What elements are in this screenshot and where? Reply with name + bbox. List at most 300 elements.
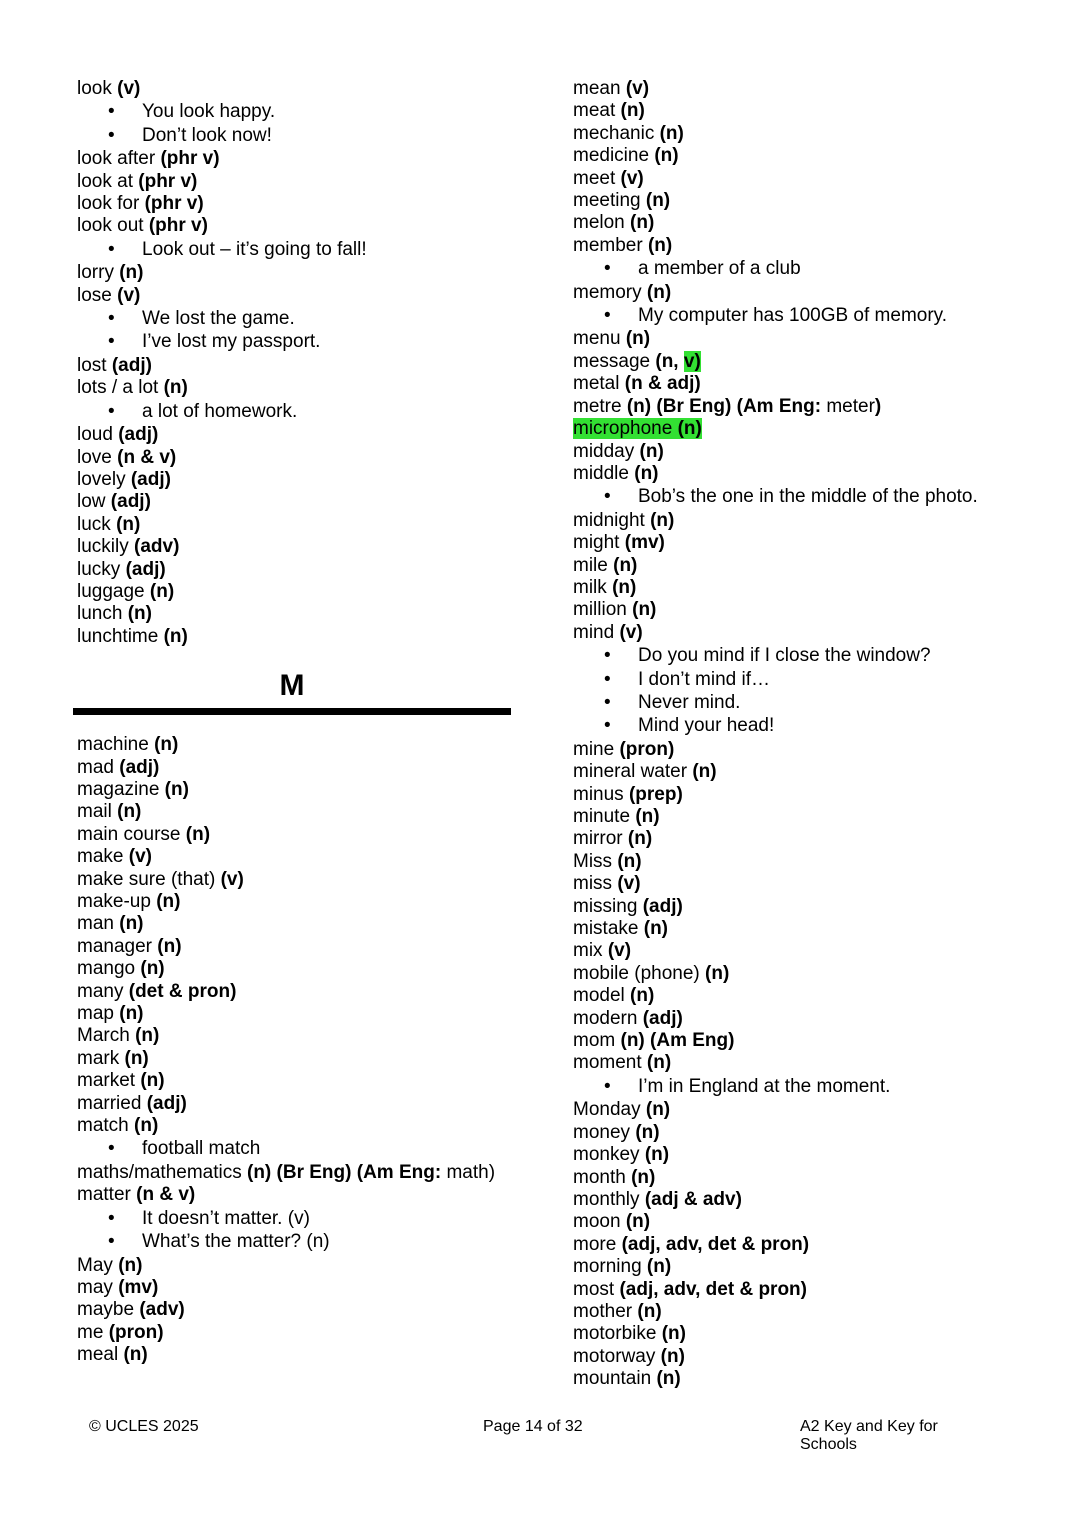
headword: meter	[821, 395, 875, 417]
headword: member	[573, 234, 648, 256]
headword: milk	[573, 576, 613, 598]
part-of-speech: (adj)	[110, 491, 151, 513]
vocabulary-entry	[573, 622, 1043, 644]
vocabulary-entry	[573, 1167, 1043, 1189]
headword: medicine	[573, 145, 655, 167]
vocabulary-entry	[77, 1003, 517, 1025]
headword: May	[77, 1254, 119, 1276]
headword: lost	[77, 354, 112, 376]
headword: mail	[77, 801, 118, 823]
headword: machine	[77, 734, 155, 756]
part-of-speech: (adj & adv)	[644, 1188, 742, 1210]
part-of-speech: (n,	[655, 350, 684, 372]
vocabulary-entry	[573, 1279, 1043, 1301]
headword: lunchtime	[77, 625, 164, 647]
vocabulary-entry	[573, 396, 1043, 418]
vocabulary-entry	[573, 599, 1043, 621]
headword: look	[77, 78, 118, 99]
footer-title: A2 Key and Key for Schools	[800, 1418, 938, 1453]
part-of-speech: (n)	[635, 1121, 660, 1143]
footer-copyright: © UCLES 2025	[89, 1418, 199, 1435]
example-sentence: • We lost the game.	[77, 308, 517, 330]
headword: make	[77, 846, 129, 868]
part-of-speech: (n)	[643, 918, 669, 940]
vocabulary-entry	[77, 1322, 517, 1344]
part-of-speech: (prep)	[628, 783, 683, 805]
vocabulary-entry	[573, 873, 1043, 895]
part-of-speech: (adj)	[118, 424, 159, 446]
headword: low	[77, 491, 111, 513]
vocabulary-entry	[573, 235, 1043, 257]
headword: mom	[573, 1030, 621, 1052]
part-of-speech: (n)	[644, 1144, 670, 1166]
vocabulary-entry	[77, 734, 517, 756]
vocabulary-entry	[573, 418, 1043, 440]
part-of-speech: (v)	[220, 868, 244, 890]
vocabulary-entry	[573, 1099, 1043, 1121]
vocabulary-entry	[77, 913, 517, 935]
headword: more	[573, 1233, 622, 1255]
part-of-speech: (n & adj)	[624, 373, 701, 395]
part-of-speech: )	[874, 395, 882, 417]
vocabulary-entry	[77, 1184, 517, 1206]
example-sentence: • a member of a club	[573, 258, 1043, 280]
part-of-speech: (n)	[119, 262, 144, 284]
part-of-speech: (n)	[127, 603, 152, 625]
headword: manager	[77, 935, 158, 957]
part-of-speech: (n)	[135, 1025, 160, 1047]
part-of-speech: (n)	[612, 576, 637, 598]
part-of-speech: (adv)	[139, 1299, 185, 1321]
part-of-speech: (n)	[613, 554, 638, 576]
part-of-speech: (n)	[645, 1099, 671, 1121]
example-sentence: • My computer has 100GB of memory.	[573, 305, 1043, 327]
part-of-speech: (n)	[627, 828, 653, 850]
part-of-speech: (n)	[163, 377, 188, 399]
vocabulary-entry	[573, 851, 1043, 873]
part-of-speech: (v)	[619, 621, 643, 643]
part-of-speech: (n)	[650, 509, 675, 531]
headword: me	[77, 1321, 109, 1343]
headword: most	[573, 1278, 620, 1300]
vocabulary-entry	[573, 940, 1043, 962]
section-letter-heading: M	[279, 669, 305, 703]
headword: Miss	[573, 850, 618, 872]
vocabulary-entry	[77, 514, 517, 536]
headword: Monday	[573, 1099, 646, 1121]
headword: monthly	[573, 1188, 645, 1210]
headword: miss	[573, 873, 618, 895]
vocabulary-entry	[573, 761, 1043, 783]
headword: morning	[573, 1256, 647, 1278]
vocabulary-entry	[573, 1008, 1043, 1030]
part-of-speech: (pron)	[619, 738, 675, 760]
part-of-speech: (adj)	[130, 468, 171, 490]
vocabulary-entry	[77, 78, 517, 100]
headword: midday	[573, 440, 640, 462]
headword: menu	[573, 328, 626, 350]
headword: lose	[77, 284, 118, 306]
part-of-speech: (v)	[617, 873, 641, 895]
part-of-speech: (phr v)	[148, 215, 208, 237]
part-of-speech: (n)	[637, 1300, 662, 1322]
example-sentence: • football match	[77, 1138, 517, 1160]
part-of-speech: (phr v)	[144, 193, 204, 215]
vocabulary-entry	[573, 1144, 1043, 1166]
example-sentence: • I don’t mind if…	[573, 669, 1043, 691]
vocabulary-entry	[573, 1030, 1043, 1052]
part-of-speech: (n) (Am Eng)	[620, 1030, 735, 1052]
part-of-speech: (n)	[661, 1323, 686, 1345]
vocabulary-entry	[573, 1211, 1043, 1233]
headword: million	[573, 599, 633, 621]
vocabulary-entry	[77, 285, 517, 307]
headword: married	[77, 1092, 147, 1114]
headword: main course	[77, 823, 186, 845]
vocabulary-entry	[77, 559, 517, 581]
vocabulary-entry	[573, 282, 1043, 304]
headword: mind	[573, 621, 620, 643]
headword: moon	[573, 1211, 626, 1233]
vocabulary-entry	[573, 1122, 1043, 1144]
vocabulary-entry	[573, 963, 1043, 985]
part-of-speech: (adj)	[111, 354, 152, 376]
part-of-speech: (n)	[119, 913, 144, 935]
vocabulary-entry	[573, 1301, 1043, 1323]
headword: lovely	[77, 468, 131, 490]
vocabulary-entry	[77, 1093, 517, 1115]
example-sentence: • Mind your head!	[573, 715, 1043, 737]
headword: mark	[77, 1047, 125, 1069]
vocabulary-entry	[573, 100, 1043, 122]
headword: middle	[573, 462, 635, 484]
vocabulary-entry	[573, 739, 1043, 761]
headword: mile	[573, 554, 614, 576]
part-of-speech: (n)	[654, 145, 679, 167]
headword: motorbike	[573, 1323, 662, 1345]
vocabulary-entry	[573, 985, 1043, 1007]
vocabulary-entry	[573, 78, 1043, 100]
part-of-speech: (n)	[646, 1052, 672, 1074]
vocabulary-entry	[77, 262, 517, 284]
vocabulary-entry	[573, 1346, 1043, 1368]
headword: meal	[77, 1344, 124, 1366]
part-of-speech: (n)	[647, 234, 673, 256]
headword: mother	[573, 1300, 638, 1322]
headword: monkey	[573, 1144, 645, 1166]
part-of-speech: (mv)	[624, 532, 665, 554]
headword: mechanic	[573, 122, 660, 144]
vocabulary-entry	[77, 1344, 517, 1366]
vocabulary-entry	[77, 1162, 517, 1184]
headword: moment	[573, 1052, 647, 1074]
headword: mirror	[573, 828, 628, 850]
part-of-speech: (n)	[692, 761, 717, 783]
headword: minute	[573, 806, 636, 827]
vocabulary-entry	[573, 555, 1043, 577]
part-of-speech: (n)	[632, 599, 657, 621]
vocabulary-entry	[573, 328, 1043, 350]
vocabulary-entry	[77, 1025, 517, 1047]
part-of-speech: (adj)	[642, 1007, 683, 1029]
headword: lorry	[77, 262, 120, 284]
footer-page-number: Page 14 of 32	[483, 1418, 583, 1435]
part-of-speech: (n)	[645, 190, 671, 212]
example-sentence: • Do you mind if I close the window?	[573, 645, 1043, 667]
part-of-speech: (v)	[117, 284, 141, 306]
headword: melon	[573, 212, 631, 234]
vocabulary-entry	[77, 936, 517, 958]
headword: March	[77, 1025, 136, 1047]
vocabulary-entry	[77, 1048, 517, 1070]
part-of-speech: (n)	[659, 122, 684, 144]
example-sentence: • I’ve lost my passport.	[77, 331, 517, 353]
part-of-speech: (adj)	[642, 895, 683, 917]
headword: mistake	[573, 918, 644, 940]
part-of-speech: (n)	[118, 1254, 143, 1276]
headword: memory	[573, 281, 647, 303]
part-of-speech: (n)	[639, 440, 664, 462]
vocabulary-entry	[573, 1052, 1043, 1074]
part-of-speech: (v)	[620, 167, 644, 189]
vocabulary-entry	[77, 215, 517, 237]
vocabulary-entry	[77, 447, 517, 469]
headword: mobile (phone)	[573, 962, 706, 984]
vocabulary-entry	[77, 491, 517, 513]
headword: maths/mathematics	[77, 1161, 247, 1183]
part-of-speech: (v)	[117, 78, 141, 99]
headword: money	[573, 1121, 636, 1143]
headword: metre	[573, 395, 627, 417]
vocabulary-entry	[573, 577, 1043, 599]
headword: lots / a lot	[77, 377, 164, 399]
part-of-speech: (n)	[646, 1256, 672, 1278]
vocabulary-entry	[573, 1323, 1043, 1345]
vocabulary-entry	[573, 190, 1043, 212]
vocabulary-entry	[77, 148, 517, 170]
part-of-speech: (adv)	[134, 536, 180, 558]
left-column	[77, 78, 517, 1367]
part-of-speech: (n)	[149, 580, 175, 602]
headword: loud	[77, 424, 119, 446]
headword: match	[77, 1115, 135, 1137]
part-of-speech: (n & v)	[117, 446, 177, 468]
headword: look after	[77, 148, 161, 170]
part-of-speech: (n)	[117, 801, 142, 823]
vocabulary-entry	[573, 784, 1043, 806]
example-sentence: • What’s the matter? (n)	[77, 1231, 517, 1253]
part-of-speech: (n)	[630, 985, 655, 1007]
part-of-speech: (n)	[163, 625, 188, 647]
vocabulary-entry	[77, 981, 517, 1003]
vocabulary-entry	[77, 424, 517, 446]
headword: metal	[573, 373, 625, 395]
headword: month	[573, 1166, 632, 1188]
part-of-speech: (v)	[607, 940, 632, 962]
part-of-speech: (n)	[625, 328, 651, 350]
example-sentence: • It doesn’t matter. (v)	[77, 1208, 517, 1230]
part-of-speech: (mv)	[118, 1276, 159, 1298]
vocabulary-entry	[573, 532, 1043, 554]
part-of-speech: (n)	[123, 1344, 148, 1366]
example-sentence: • Bob’s the one in the middle of the photo.	[573, 486, 1043, 508]
vocabulary-entry	[573, 373, 1043, 395]
part-of-speech: (v)	[625, 78, 650, 99]
vocabulary-entry	[77, 193, 517, 215]
vocabulary-entry	[573, 463, 1043, 485]
vocabulary-entry	[77, 1299, 517, 1321]
part-of-speech: (n)	[134, 1115, 159, 1137]
vocabulary-entry	[573, 1234, 1043, 1256]
vocabulary-entry	[573, 828, 1043, 850]
vocabulary-entry	[573, 145, 1043, 167]
part-of-speech: (n)	[617, 850, 642, 872]
headword: magazine	[77, 778, 165, 800]
headword: microphone	[573, 418, 678, 440]
headword: motorway	[573, 1345, 661, 1367]
part-of-speech: (n)	[625, 1211, 651, 1233]
vocabulary-entry	[573, 510, 1043, 532]
part-of-speech: (n) (Br Eng) (Am Eng:	[247, 1161, 442, 1183]
headword: might	[573, 532, 625, 554]
headword: meeting	[573, 190, 646, 212]
vocabulary-entry	[573, 351, 1043, 373]
headword: missing	[573, 895, 643, 917]
headword: mine	[573, 738, 620, 760]
headword: market	[77, 1070, 141, 1092]
section-divider	[73, 708, 511, 715]
right-column	[573, 78, 1043, 1391]
vocabulary-entry	[77, 581, 517, 603]
vocabulary-entry	[77, 355, 517, 377]
part-of-speech: (n & v)	[136, 1184, 196, 1206]
headword: mix	[573, 940, 608, 962]
headword: luckily	[77, 536, 135, 558]
part-of-speech: (det & pron)	[128, 980, 237, 1002]
part-of-speech: (adj)	[146, 1092, 187, 1114]
headword: meat	[573, 100, 621, 122]
headword: message	[573, 350, 656, 372]
headword: mad	[77, 756, 120, 778]
vocabulary-entry	[77, 377, 517, 399]
vocabulary-entry	[77, 958, 517, 980]
headword: math)	[441, 1161, 496, 1183]
vocabulary-entry	[77, 536, 517, 558]
part-of-speech: (n)	[140, 958, 165, 980]
part-of-speech: (n)	[185, 823, 211, 845]
example-sentence: • I’m in England at the moment.	[573, 1076, 1043, 1098]
part-of-speech: (n)	[677, 418, 702, 440]
vocabulary-entry	[77, 171, 517, 193]
headword: make sure (that)	[77, 868, 221, 890]
part-of-speech: v)	[683, 350, 701, 372]
part-of-speech: (n)	[156, 891, 181, 912]
part-of-speech: (n)	[140, 1070, 165, 1092]
vocabulary-entry	[573, 123, 1043, 145]
headword: mineral water	[573, 761, 693, 783]
headword: modern	[573, 1007, 643, 1029]
headword: meet	[573, 167, 621, 189]
part-of-speech: (n)	[164, 778, 189, 800]
example-sentence: • You look happy.	[77, 101, 517, 123]
part-of-speech: (n)	[660, 1345, 685, 1367]
part-of-speech: (n)	[157, 935, 182, 957]
headword: make-up	[77, 891, 157, 912]
headword: mango	[77, 958, 141, 980]
vocabulary-entry	[77, 846, 517, 868]
vocabulary-entry	[573, 896, 1043, 918]
vocabulary-entry	[77, 801, 517, 823]
part-of-speech: (n)	[620, 100, 645, 122]
headword: look for	[77, 193, 145, 215]
headword: love	[77, 446, 118, 468]
headword: mountain	[573, 1368, 657, 1390]
vocabulary-entry	[77, 603, 517, 625]
part-of-speech: (n)	[705, 962, 730, 984]
vocabulary-entry	[77, 1277, 517, 1299]
headword: mean	[573, 78, 626, 99]
headword: luck	[77, 513, 117, 535]
vocabulary-entry	[77, 891, 517, 913]
part-of-speech: (v)	[128, 846, 152, 868]
part-of-speech: (n)	[631, 1166, 656, 1188]
example-sentence: • Look out – it’s going to fall!	[77, 239, 517, 261]
vocabulary-entry	[77, 869, 517, 891]
part-of-speech: (n)	[154, 734, 179, 756]
part-of-speech: (n)	[124, 1047, 149, 1069]
vocabulary-entry	[573, 806, 1043, 828]
headword: midnight	[573, 509, 651, 531]
part-of-speech: (adj, adv, det & pron)	[619, 1278, 807, 1300]
headword: luggage	[77, 580, 150, 602]
part-of-speech: (pron)	[108, 1321, 164, 1343]
headword: look at	[77, 170, 139, 192]
vocabulary-entry	[573, 168, 1043, 190]
headword: lucky	[77, 558, 126, 580]
vocabulary-entry	[77, 1115, 517, 1137]
headword: maybe	[77, 1299, 140, 1321]
part-of-speech: (adj)	[125, 558, 166, 580]
headword: many	[77, 980, 129, 1002]
vocabulary-entry	[77, 1070, 517, 1092]
headword: lunch	[77, 603, 128, 625]
vocabulary-entry	[77, 469, 517, 491]
vocabulary-entry	[573, 1368, 1043, 1390]
headword: map	[77, 1003, 120, 1025]
headword: matter	[77, 1184, 137, 1206]
vocabulary-entry	[77, 779, 517, 801]
part-of-speech: (phr v)	[160, 148, 220, 170]
part-of-speech: (adj, adv, det & pron)	[621, 1233, 810, 1255]
headword: model	[573, 985, 631, 1007]
example-sentence: • Don’t look now!	[77, 125, 517, 147]
vocabulary-entry	[77, 757, 517, 779]
vocabulary-entry	[77, 1255, 517, 1277]
part-of-speech: (phr v)	[138, 170, 198, 192]
vocabulary-entry	[573, 1256, 1043, 1278]
vocabulary-entry	[77, 824, 517, 846]
vocabulary-entry	[573, 1189, 1043, 1211]
part-of-speech: (n)	[656, 1368, 681, 1390]
part-of-speech: (n) (Br Eng) (Am Eng:	[626, 395, 822, 417]
example-sentence: • a lot of homework.	[77, 401, 517, 423]
example-sentence: • Never mind.	[573, 692, 1043, 714]
headword: minus	[573, 783, 629, 805]
part-of-speech: (n)	[634, 462, 659, 484]
vocabulary-entry	[573, 918, 1043, 940]
headword: man	[77, 913, 120, 935]
part-of-speech: (adj)	[119, 756, 160, 778]
